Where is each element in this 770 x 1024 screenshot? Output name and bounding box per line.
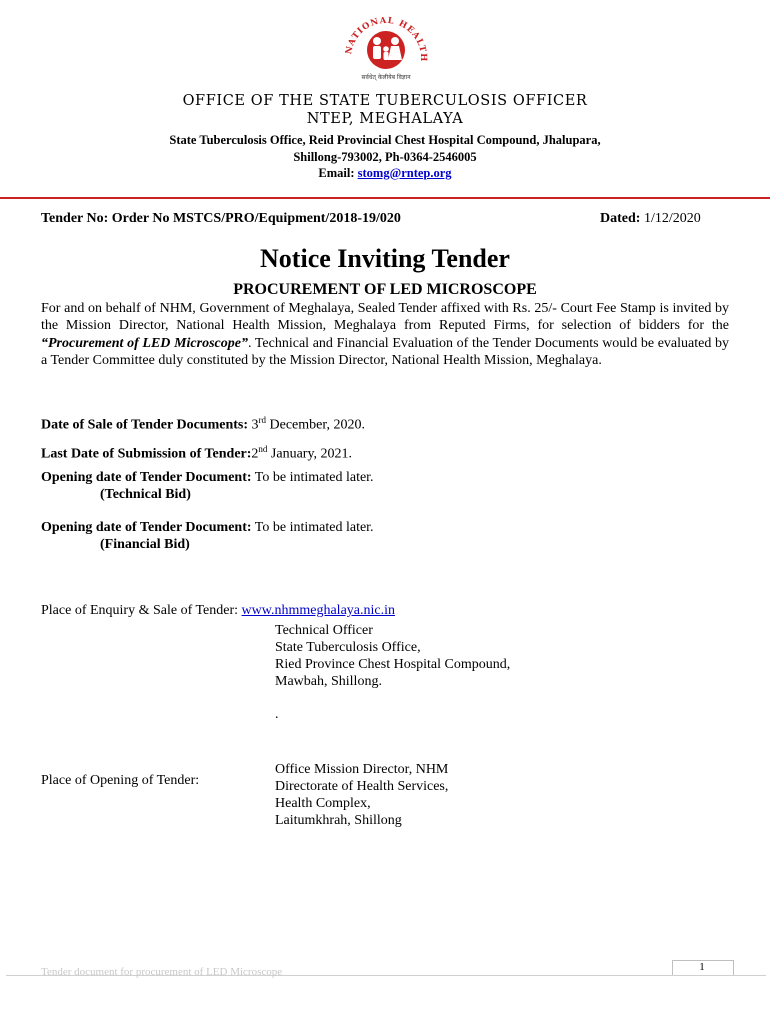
logo-text: NATIONAL HEALTH [344, 15, 429, 63]
submission-date-row [41, 440, 352, 464]
opening-financial-row [41, 519, 374, 537]
body-emphasis: “Procurement of LED Microscope” [41, 335, 248, 351]
opening-technical-row [41, 469, 374, 487]
opening-address-line: Office Mission Director, NHM [275, 762, 449, 777]
enquiry-address [275, 622, 510, 690]
body-paragraph [41, 300, 729, 369]
opening-address-line: Directorate of Health Services, [275, 779, 449, 794]
email-link[interactable]: stomg@rntep.org [357, 166, 452, 180]
email-line [0, 165, 770, 181]
opening-technical-value: To be intimated later. [254, 470, 374, 485]
submission-date-day: 2 [251, 446, 259, 462]
submission-date-rest: January, 2021. [270, 446, 353, 462]
notice-title: Notice Inviting Tender [260, 244, 510, 273]
sale-date-rest: December, 2020. [269, 417, 365, 433]
email-label: Email: [318, 166, 355, 180]
enquiry-label: Place of Enquiry & Sale of Tender: [41, 603, 239, 618]
enquiry-address-line: State Tuberculosis Office, [275, 640, 421, 655]
opening-place-address [275, 761, 448, 829]
website-link[interactable]: www.nhmmeghalaya.nic.in [241, 603, 395, 618]
opening-financial-value: To be intimated later. [254, 520, 374, 535]
financial-bid-label: (Financial Bid) [100, 537, 190, 552]
opening-address-line: Health Complex, [275, 796, 371, 811]
enquiry-address-line: Mawbah, Shillong. [275, 674, 382, 689]
nhm-logo [333, 6, 439, 82]
office-subtitle: NTEP, MEGHALAYA [306, 111, 464, 127]
logo-tagline: सर्वधेत् केलीयेब विज्ञान [361, 74, 411, 81]
opening-address-line: Laitumkhrah, Shillong [275, 813, 402, 828]
opening-place-label: Place of Opening of Tender: [41, 773, 200, 788]
sale-date-label: Date of Sale of Tender Documents: [41, 417, 249, 433]
sale-date-day: 3 [251, 417, 259, 433]
opening-technical-label: Opening date of Tender Document: [41, 470, 252, 485]
tender-date [600, 211, 701, 227]
submission-date-sup: nd [258, 444, 268, 454]
address-line-1: State Tuberculosis Office, Reid Provincial Chest Hospital Compound, Jhalupara, [169, 133, 601, 147]
office-title: OFFICE OF THE STATE TUBERCULOSIS OFFICER [182, 93, 588, 109]
body-part-2: . Technical and Financial Evaluation of the Tender Documents would be evaluated by a Tender Committee duly constituted by the Mission Director, National Health Mission, Meghalaya. [41, 335, 729, 368]
body-part-1: For and on behalf of NHM, Government of Meghalaya, Sealed Tender affixed with Rs. 25/- Court Fee Stamp is invited by the Mission Director, National Health Mission, Meghalaya from Reputed Firms, for selection of bidders for the [41, 301, 729, 334]
dated-label: Dated: [600, 211, 641, 226]
submission-date-label: Last Date of Submission of Tender: [41, 446, 252, 462]
sale-date-row [41, 411, 365, 435]
enquiry-row [41, 603, 395, 619]
footer-text: Tender document for procurement of LED Microscope [41, 966, 283, 978]
procurement-title: PROCUREMENT OF LED MICROSCOPE [233, 281, 537, 298]
enquiry-address-line: Ried Province Chest Hospital Compound, [275, 657, 511, 672]
technical-bid-label: (Technical Bid) [100, 487, 191, 502]
address-line-2: Shillong-793002, Ph-0364-2546005 [293, 150, 477, 164]
sale-date-sup: rd [258, 415, 267, 425]
stray-dot: . [275, 707, 279, 722]
tender-number: Tender No: Order No MSTCS/PRO/Equipment/2018-19/020 [41, 211, 401, 226]
page-number: 1 [699, 961, 705, 973]
header-divider [0, 197, 770, 199]
dated-value: 1/12/2020 [643, 211, 701, 226]
enquiry-address-line: Technical Officer [275, 623, 373, 638]
opening-financial-label: Opening date of Tender Document: [41, 520, 252, 535]
